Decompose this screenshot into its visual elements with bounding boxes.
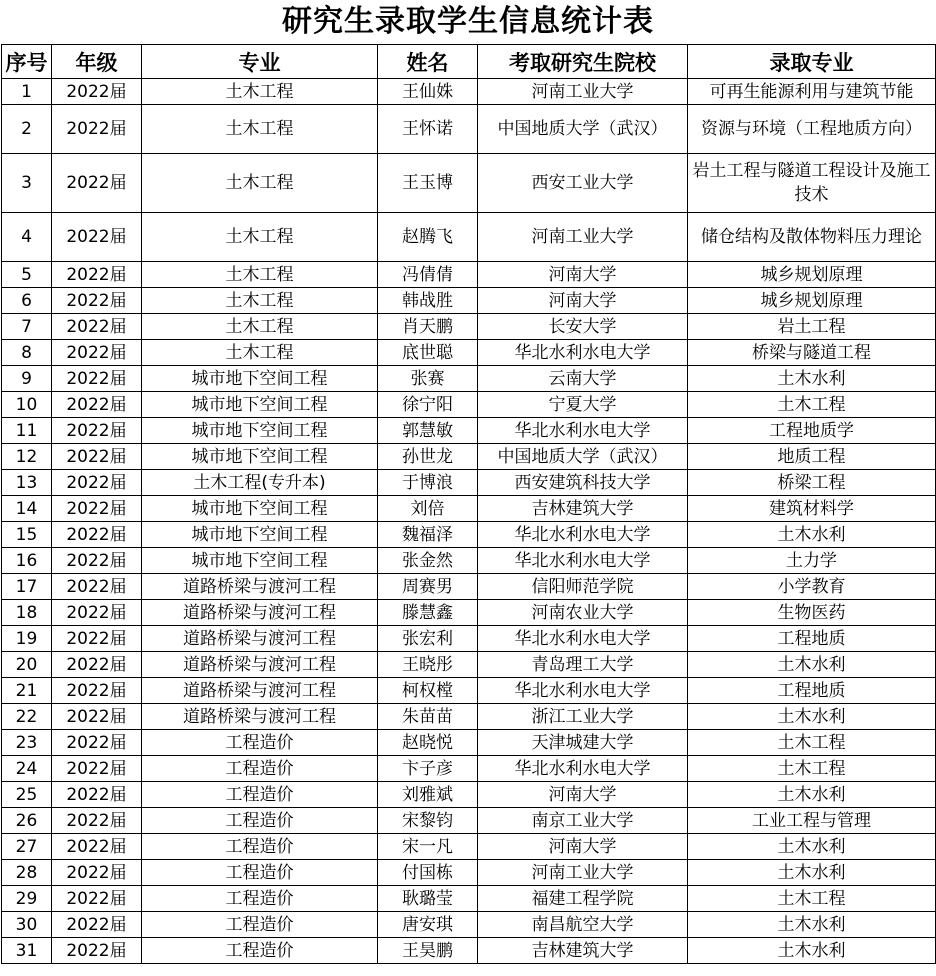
cell-university: 河南大学 [478,288,688,314]
cell-index: 3 [2,154,52,213]
cell-name: 孙世龙 [378,444,478,470]
cell-index: 7 [2,314,52,340]
cell-university: 吉林建筑大学 [478,496,688,522]
cell-university: 西安建筑科技大学 [478,470,688,496]
cell-name: 王晓彤 [378,652,478,678]
cell-grade: 2022届 [52,860,142,886]
header-name: 姓名 [378,45,478,79]
cell-university: 河南工业大学 [478,860,688,886]
cell-major: 土木工程 [142,79,378,105]
table-row [2,392,936,418]
cell-grade: 2022届 [52,444,142,470]
table-row [2,154,936,213]
cell-admitted-major: 土木水利 [688,938,936,964]
cell-index: 22 [2,704,52,730]
cell-index: 8 [2,340,52,366]
table-row [2,340,936,366]
cell-admitted-major: 土木工程 [688,886,936,912]
table-row [2,938,936,964]
cell-admitted-major: 土木水利 [688,782,936,808]
cell-grade: 2022届 [52,79,142,105]
cell-name: 于博浪 [378,470,478,496]
cell-grade: 2022届 [52,912,142,938]
cell-university: 中国地质大学（武汉） [478,105,688,154]
cell-university: 河南大学 [478,782,688,808]
table-row [2,574,936,600]
header-row [2,45,936,79]
cell-name: 刘雅斌 [378,782,478,808]
cell-name: 王玉博 [378,154,478,213]
cell-index: 28 [2,860,52,886]
cell-index: 2 [2,105,52,154]
cell-university: 中国地质大学（武汉） [478,444,688,470]
cell-index: 26 [2,808,52,834]
table-row [2,860,936,886]
cell-grade: 2022届 [52,808,142,834]
cell-admitted-major: 城乡规划原理 [688,262,936,288]
table-row [2,756,936,782]
cell-grade: 2022届 [52,704,142,730]
table-row [2,262,936,288]
cell-major: 工程造价 [142,834,378,860]
cell-major: 土木工程 [142,262,378,288]
cell-grade: 2022届 [52,626,142,652]
cell-grade: 2022届 [52,730,142,756]
cell-admitted-major: 城乡规划原理 [688,288,936,314]
cell-grade: 2022届 [52,678,142,704]
cell-name: 张金然 [378,548,478,574]
cell-index: 23 [2,730,52,756]
cell-major: 城市地下空间工程 [142,522,378,548]
cell-university: 华北水利水电大学 [478,756,688,782]
cell-university: 华北水利水电大学 [478,522,688,548]
cell-university: 华北水利水电大学 [478,548,688,574]
cell-university: 河南农业大学 [478,600,688,626]
cell-major: 工程造价 [142,912,378,938]
cell-university: 青岛理工大学 [478,652,688,678]
cell-major: 道路桥梁与渡河工程 [142,652,378,678]
table-row [2,105,936,154]
cell-major: 土木工程 [142,340,378,366]
cell-major: 道路桥梁与渡河工程 [142,600,378,626]
cell-admitted-major: 土木水利 [688,522,936,548]
cell-name: 冯倩倩 [378,262,478,288]
cell-grade: 2022届 [52,262,142,288]
table-row [2,912,936,938]
cell-admitted-major: 土木工程 [688,730,936,756]
table-title: 研究生录取学生信息统计表 [282,4,654,39]
cell-major: 城市地下空间工程 [142,444,378,470]
cell-admitted-major: 资源与环境（工程地质方向） [688,105,936,154]
table-row [2,418,936,444]
cell-university: 云南大学 [478,366,688,392]
header-grade: 年级 [52,45,142,79]
cell-index: 18 [2,600,52,626]
cell-index: 6 [2,288,52,314]
cell-major: 城市地下空间工程 [142,496,378,522]
table-row [2,626,936,652]
cell-name: 张宏利 [378,626,478,652]
cell-major: 道路桥梁与渡河工程 [142,704,378,730]
cell-name: 王昊鹏 [378,938,478,964]
cell-major: 工程造价 [142,730,378,756]
cell-index: 30 [2,912,52,938]
cell-grade: 2022届 [52,574,142,600]
cell-grade: 2022届 [52,652,142,678]
cell-index: 25 [2,782,52,808]
cell-admitted-major: 土木水利 [688,834,936,860]
cell-university: 河南工业大学 [478,213,688,262]
cell-major: 道路桥梁与渡河工程 [142,626,378,652]
cell-major: 城市地下空间工程 [142,418,378,444]
cell-grade: 2022届 [52,340,142,366]
table-row [2,730,936,756]
table-row [2,808,936,834]
cell-major: 道路桥梁与渡河工程 [142,574,378,600]
cell-grade: 2022届 [52,154,142,213]
cell-admitted-major: 土木水利 [688,704,936,730]
cell-admitted-major: 土木工程 [688,756,936,782]
cell-grade: 2022届 [52,392,142,418]
cell-admitted-major: 小学教育 [688,574,936,600]
cell-name: 滕慧鑫 [378,600,478,626]
table-row [2,886,936,912]
cell-admitted-major: 土木水利 [688,860,936,886]
cell-grade: 2022届 [52,522,142,548]
cell-index: 21 [2,678,52,704]
cell-university: 福建工程学院 [478,886,688,912]
table-row [2,600,936,626]
cell-name: 卞子彦 [378,756,478,782]
cell-university: 华北水利水电大学 [478,340,688,366]
cell-major: 土木工程(专升本) [142,470,378,496]
table-row [2,496,936,522]
cell-admitted-major: 土木工程 [688,392,936,418]
cell-index: 10 [2,392,52,418]
cell-grade: 2022届 [52,213,142,262]
cell-admitted-major: 土木水利 [688,366,936,392]
cell-name: 肖天鹏 [378,314,478,340]
cell-grade: 2022届 [52,938,142,964]
cell-index: 24 [2,756,52,782]
header-index: 序号 [2,45,52,79]
cell-university: 华北水利水电大学 [478,626,688,652]
cell-grade: 2022届 [52,366,142,392]
cell-name: 柯权樘 [378,678,478,704]
cell-major: 工程造价 [142,782,378,808]
cell-major: 工程造价 [142,860,378,886]
cell-admitted-major: 地质工程 [688,444,936,470]
cell-grade: 2022届 [52,756,142,782]
table-row [2,678,936,704]
cell-name: 宋一凡 [378,834,478,860]
cell-grade: 2022届 [52,314,142,340]
table-body [2,79,936,964]
cell-major: 工程造价 [142,808,378,834]
table-row [2,652,936,678]
cell-admitted-major: 桥梁与隧道工程 [688,340,936,366]
cell-grade: 2022届 [52,105,142,154]
cell-admitted-major: 桥梁工程 [688,470,936,496]
table-row [2,213,936,262]
cell-admitted-major: 土力学 [688,548,936,574]
header-university: 考取研究生院校 [478,45,688,79]
cell-index: 15 [2,522,52,548]
cell-index: 9 [2,366,52,392]
cell-name: 宋黎钧 [378,808,478,834]
table-row [2,366,936,392]
cell-index: 11 [2,418,52,444]
cell-name: 刘倍 [378,496,478,522]
cell-admitted-major: 岩土工程 [688,314,936,340]
cell-name: 赵腾飞 [378,213,478,262]
cell-index: 29 [2,886,52,912]
cell-university: 西安工业大学 [478,154,688,213]
cell-university: 华北水利水电大学 [478,678,688,704]
cell-name: 王怀诺 [378,105,478,154]
cell-name: 朱苗苗 [378,704,478,730]
header-major: 专业 [142,45,378,79]
cell-university: 宁夏大学 [478,392,688,418]
cell-major: 城市地下空间工程 [142,366,378,392]
cell-admitted-major: 工程地质 [688,626,936,652]
cell-admitted-major: 土木水利 [688,912,936,938]
cell-name: 赵晓悦 [378,730,478,756]
cell-name: 张赛 [378,366,478,392]
table-row [2,522,936,548]
cell-admitted-major: 储仓结构及散体物料压力理论 [688,213,936,262]
cell-name: 魏福泽 [378,522,478,548]
cell-major: 土木工程 [142,314,378,340]
cell-major: 土木工程 [142,105,378,154]
cell-major: 工程造价 [142,886,378,912]
cell-major: 道路桥梁与渡河工程 [142,678,378,704]
cell-grade: 2022届 [52,418,142,444]
cell-admitted-major: 工程地质学 [688,418,936,444]
table-row [2,548,936,574]
cell-index: 17 [2,574,52,600]
cell-admitted-major: 岩土工程与隧道工程设计及施工技术 [688,154,936,213]
cell-name: 唐安琪 [378,912,478,938]
cell-grade: 2022届 [52,886,142,912]
cell-university: 天津城建大学 [478,730,688,756]
cell-university: 吉林建筑大学 [478,938,688,964]
cell-grade: 2022届 [52,548,142,574]
table-row [2,79,936,105]
table-row [2,470,936,496]
table-row [2,288,936,314]
table-row [2,782,936,808]
cell-admitted-major: 生物医药 [688,600,936,626]
cell-index: 19 [2,626,52,652]
cell-admitted-major: 工业工程与管理 [688,808,936,834]
cell-major: 城市地下空间工程 [142,392,378,418]
cell-major: 城市地下空间工程 [142,548,378,574]
cell-university: 南京工业大学 [478,808,688,834]
cell-major: 土木工程 [142,154,378,213]
cell-university: 长安大学 [478,314,688,340]
cell-major: 土木工程 [142,288,378,314]
table-row [2,704,936,730]
cell-index: 12 [2,444,52,470]
cell-name: 耿璐莹 [378,886,478,912]
cell-grade: 2022届 [52,288,142,314]
cell-name: 韩战胜 [378,288,478,314]
cell-university: 河南工业大学 [478,79,688,105]
cell-university: 信阳师范学院 [478,574,688,600]
cell-name: 郭慧敏 [378,418,478,444]
cell-major: 工程造价 [142,756,378,782]
cell-grade: 2022届 [52,496,142,522]
cell-admitted-major: 土木水利 [688,652,936,678]
cell-university: 华北水利水电大学 [478,418,688,444]
cell-university: 南昌航空大学 [478,912,688,938]
cell-index: 5 [2,262,52,288]
cell-index: 14 [2,496,52,522]
cell-grade: 2022届 [52,600,142,626]
cell-grade: 2022届 [52,470,142,496]
cell-admitted-major: 可再生能源利用与建筑节能 [688,79,936,105]
cell-index: 31 [2,938,52,964]
cell-university: 河南大学 [478,834,688,860]
cell-name: 徐宁阳 [378,392,478,418]
cell-grade: 2022届 [52,782,142,808]
cell-university: 河南大学 [478,262,688,288]
cell-index: 20 [2,652,52,678]
cell-admitted-major: 建筑材料学 [688,496,936,522]
cell-major: 工程造价 [142,938,378,964]
cell-name: 付国栋 [378,860,478,886]
table-row [2,834,936,860]
table-row [2,314,936,340]
admissions-table [1,44,936,964]
cell-name: 底世聪 [378,340,478,366]
cell-name: 周赛男 [378,574,478,600]
cell-index: 16 [2,548,52,574]
cell-major: 土木工程 [142,213,378,262]
cell-admitted-major: 工程地质 [688,678,936,704]
cell-grade: 2022届 [52,834,142,860]
cell-index: 4 [2,213,52,262]
table-row [2,444,936,470]
cell-name: 王仙姝 [378,79,478,105]
cell-index: 1 [2,79,52,105]
cell-index: 27 [2,834,52,860]
header-admitted-major: 录取专业 [688,45,936,79]
cell-university: 浙江工业大学 [478,704,688,730]
cell-index: 13 [2,470,52,496]
